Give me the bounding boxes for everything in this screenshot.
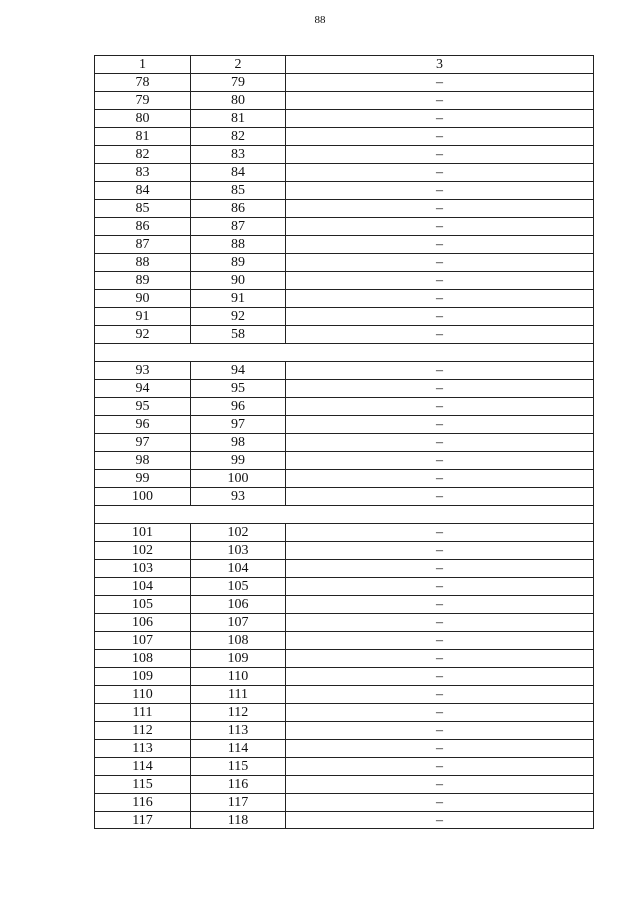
table-cell-col-2: 105 [190,578,285,595]
table-cell-col-2: 99 [190,452,285,469]
table-cell-col-1: 80 [94,110,190,127]
table-row [94,289,594,307]
table-row [94,433,594,451]
table-cell-col-2: 85 [190,182,285,199]
table-cell-col-1: 84 [94,182,190,199]
table-cell-col-3: – [285,812,594,828]
table-cell-col-2: 98 [190,434,285,451]
table-cell-col-2: 89 [190,254,285,271]
table-row [94,307,594,325]
table-row [94,649,594,667]
table-cell-col-3: – [285,380,594,397]
table-cell-col-2: 113 [190,722,285,739]
table-cell-col-2: 102 [190,524,285,541]
table-cell-col-2: 100 [190,470,285,487]
table-cell-col-2: 88 [190,236,285,253]
table-row [94,127,594,145]
table-cell-col-2: 103 [190,542,285,559]
table-cell-col-1: 87 [94,236,190,253]
table-cell-col-3: – [285,434,594,451]
table-cell-col-1: 90 [94,290,190,307]
table-cell-col-1: 117 [94,812,190,828]
table-cell-col-1: 96 [94,416,190,433]
table-cell-col-2: 93 [190,488,285,505]
table-row [94,325,594,343]
table-cell-col-3: – [285,470,594,487]
column-header-2: 2 [190,56,285,73]
table-row [94,271,594,289]
table-cell-col-2: 117 [190,794,285,811]
table-cell-col-1: 93 [94,362,190,379]
table-row [94,739,594,757]
table-cell-col-2: 107 [190,614,285,631]
table-cell-col-3: – [285,578,594,595]
table-cell-col-2: 114 [190,740,285,757]
table-cell-col-2: 87 [190,218,285,235]
table-cell-col-1: 85 [94,200,190,217]
table-cell-col-2: 80 [190,92,285,109]
table-row [94,379,594,397]
table-cell-col-3: – [285,596,594,613]
table-cell-col-1: 91 [94,308,190,325]
table-row [94,757,594,775]
table-cell-col-1: 95 [94,398,190,415]
table-row [94,667,594,685]
table-row [94,397,594,415]
table-cell-col-2: 79 [190,74,285,91]
table-row [94,415,594,433]
table-cell-col-3: – [285,668,594,685]
table-cell-col-3: – [285,362,594,379]
table-row [94,91,594,109]
table-cell-col-3: – [285,776,594,793]
table-row [94,199,594,217]
table-cell-col-1: 83 [94,164,190,181]
table-cell-col-2: 84 [190,164,285,181]
table-cell-col-3: – [285,146,594,163]
data-table [94,55,594,829]
table-cell-col-2: 106 [190,596,285,613]
table-cell-col-3: – [285,218,594,235]
table-cell-col-1: 79 [94,92,190,109]
table-cell-col-3: – [285,704,594,721]
table-row [94,109,594,127]
table-row [94,595,594,613]
table-cell-col-2: 108 [190,632,285,649]
table-cell-col-2: 90 [190,272,285,289]
table-cell-col-2: 81 [190,110,285,127]
table-cell-col-1: 101 [94,524,190,541]
table-cell-col-3: – [285,128,594,145]
table-cell-col-1: 110 [94,686,190,703]
table-cell-col-2: 111 [190,686,285,703]
table-cell-col-1: 82 [94,146,190,163]
table-cell-col-1: 116 [94,794,190,811]
table-cell-col-1: 104 [94,578,190,595]
table-row [94,793,594,811]
table-row [94,703,594,721]
table-header-row [94,55,594,73]
table-separator-row [94,343,594,361]
table-row [94,451,594,469]
table-row [94,469,594,487]
table-row [94,811,594,829]
table-cell-col-3: – [285,308,594,325]
table-cell-col-1: 94 [94,380,190,397]
table-cell-col-3: – [285,488,594,505]
table-cell-col-1: 114 [94,758,190,775]
table-cell-col-3: – [285,290,594,307]
table-cell-col-3: – [285,254,594,271]
table-cell-col-3: – [285,326,594,343]
table-cell-col-2: 110 [190,668,285,685]
table-cell-col-3: – [285,236,594,253]
table-cell-col-3: – [285,398,594,415]
table-cell-col-1: 98 [94,452,190,469]
table-row [94,217,594,235]
table-cell-col-1: 78 [94,74,190,91]
table-cell-col-3: – [285,182,594,199]
table-cell-col-1: 107 [94,632,190,649]
table-cell-col-3: – [285,794,594,811]
table-cell-col-2: 82 [190,128,285,145]
table-cell-col-3: – [285,92,594,109]
column-header-3: 3 [285,56,594,73]
table-cell-col-3: – [285,650,594,667]
table-cell-col-2: 97 [190,416,285,433]
table-row [94,487,594,505]
table-row [94,235,594,253]
table-cell-col-2: 112 [190,704,285,721]
table-separator-row [94,505,594,523]
table-cell-col-1: 108 [94,650,190,667]
table-row [94,361,594,379]
table-cell-col-2: 104 [190,560,285,577]
table-cell-col-1: 113 [94,740,190,757]
table-row [94,541,594,559]
table-cell-col-3: – [285,686,594,703]
table-cell-col-1: 111 [94,704,190,721]
table-cell-col-2: 95 [190,380,285,397]
table-cell-col-2: 94 [190,362,285,379]
table-cell-col-1: 109 [94,668,190,685]
table-cell-col-3: – [285,722,594,739]
table-cell-col-1: 102 [94,542,190,559]
table-cell-col-2: 109 [190,650,285,667]
table-cell-col-2: 83 [190,146,285,163]
table-cell-col-1: 89 [94,272,190,289]
table-cell-col-2: 96 [190,398,285,415]
table-row [94,181,594,199]
table-cell-col-2: 118 [190,812,285,828]
table-cell-col-3: – [285,542,594,559]
table-cell-col-3: – [285,740,594,757]
table-cell-col-3: – [285,524,594,541]
separator-cell [94,506,594,523]
table-cell-col-3: – [285,416,594,433]
table-cell-col-1: 112 [94,722,190,739]
table-cell-col-2: 58 [190,326,285,343]
table-row [94,685,594,703]
table-row [94,145,594,163]
table-row [94,163,594,181]
table-cell-col-3: – [285,272,594,289]
table-cell-col-1: 100 [94,488,190,505]
table-cell-col-2: 116 [190,776,285,793]
table-row [94,631,594,649]
table-row [94,73,594,91]
table-cell-col-1: 106 [94,614,190,631]
table-row [94,253,594,271]
table-cell-col-2: 91 [190,290,285,307]
table-cell-col-2: 115 [190,758,285,775]
table-cell-col-3: – [285,632,594,649]
table-cell-col-3: – [285,164,594,181]
table-row [94,721,594,739]
table-row [94,613,594,631]
table-cell-col-1: 88 [94,254,190,271]
table-row [94,775,594,793]
column-header-1: 1 [94,56,190,73]
table-cell-col-3: – [285,614,594,631]
table-cell-col-2: 92 [190,308,285,325]
table-cell-col-3: – [285,200,594,217]
table-row [94,559,594,577]
table-cell-col-1: 115 [94,776,190,793]
table-cell-col-1: 103 [94,560,190,577]
table-cell-col-1: 92 [94,326,190,343]
table-cell-col-3: – [285,758,594,775]
table-cell-col-3: – [285,560,594,577]
table-cell-col-3: – [285,452,594,469]
separator-cell [94,344,594,361]
table-cell-col-1: 97 [94,434,190,451]
table-row [94,577,594,595]
table-cell-col-3: – [285,74,594,91]
table-cell-col-3: – [285,110,594,127]
table-cell-col-2: 86 [190,200,285,217]
table-cell-col-1: 99 [94,470,190,487]
table-cell-col-1: 105 [94,596,190,613]
table-row [94,523,594,541]
table-cell-col-1: 86 [94,218,190,235]
table-cell-col-1: 81 [94,128,190,145]
page-number: 88 [314,14,326,26]
